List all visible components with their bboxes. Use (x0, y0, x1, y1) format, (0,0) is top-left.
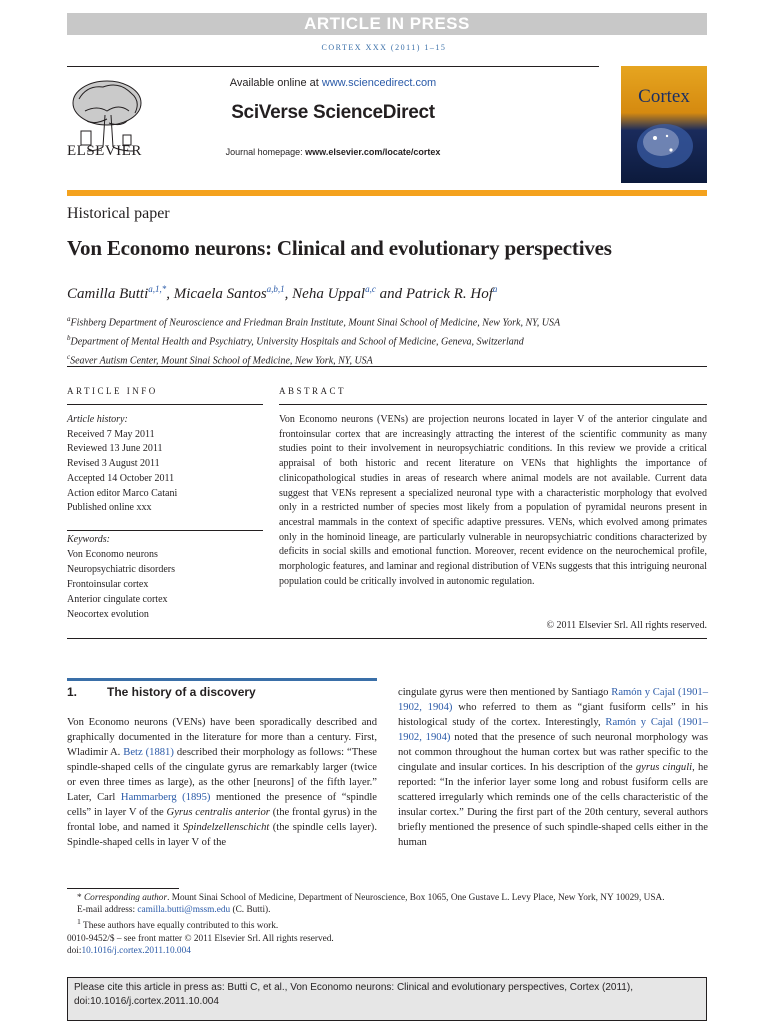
abstract-copyright: © 2011 Elsevier Srl. All rights reserved. (546, 620, 707, 631)
masthead (67, 66, 599, 184)
homepage-url-link[interactable]: www.elsevier.com/locate/cortex (305, 147, 441, 157)
section-heading (67, 685, 256, 699)
author-name[interactable]: Micaela Santos (173, 286, 267, 302)
corresponding-author-note: * Corresponding author. Mount Sinai School of Medicine, Department of Neuroscience, Box 1065, One Gustave L. Levy Place, New York, NY 10029, USA. (77, 893, 665, 903)
section-blue-rule (67, 678, 377, 681)
keyword-item: Von Economo neurons (67, 549, 158, 560)
abstract-header: ABSTRACT (279, 386, 347, 396)
reference-link[interactable]: Hammarberg (1895) (120, 792, 211, 803)
author-affiliation-marks[interactable]: a (492, 284, 498, 294)
article-info-rule (67, 404, 263, 405)
email-note: E-mail address: camilla.butti@mssm.edu (C. Butti). (77, 905, 271, 916)
history-item: Received 7 May 2011 (67, 428, 155, 440)
journal-homepage-line (67, 147, 599, 157)
author-name[interactable]: Neha Uppal (292, 286, 366, 302)
author-list: Camilla Butti$^{a,1,*}$, Micaela Santos$^{a,b,1}$, Neha Uppal$^{a,c}$ and Patrick R. Hof$^a$ (67, 284, 498, 302)
keywords-rule (67, 530, 263, 531)
affiliation-item: $^b$Department of Mental Health and Psychiatry, University Hospitals and School of Medicine, Geneva, Switzerland (67, 333, 524, 348)
article-type: Historical paper (67, 205, 170, 222)
front-matter-rule (67, 366, 707, 367)
article-in-press-banner: ARTICLE IN PRESS (67, 13, 707, 35)
equal-contribution-note: $^1$ These authors have equally contributed to this work. (77, 917, 279, 932)
author-name[interactable]: Patrick R. Hof (405, 286, 493, 302)
keyword-item: Anterior cingulate cortex (67, 594, 168, 605)
history-item: Accepted 14 October 2011 (67, 472, 175, 484)
header-orange-rule (67, 190, 707, 196)
brain-illustration-icon (621, 66, 707, 183)
doi-line: doi:10.1016/j.cortex.2011.10.004 (67, 945, 191, 956)
reference-link[interactable]: Betz (1881) (123, 747, 174, 758)
history-label: Article history: (67, 414, 128, 425)
running-header: CORTEX XXX (2011) 1–15 (321, 43, 447, 52)
footnote-rule (67, 888, 179, 889)
email-link[interactable]: camilla.butti@mssm.edu (137, 905, 231, 916)
history-item: Action editor Marco Catani (67, 487, 178, 499)
article-history (67, 413, 263, 516)
homepage-label: Journal homepage: (225, 147, 306, 157)
body-column-left: Von Economo neurons (VENs) have been sporadically described and graphically documented in the literature for more than a century. First, Wladimir A. Betz (1881) described their morphology as follows: “These spindle-shaped cells of the cingulate gyrus are remarkably larger (twice or even three times as large), as the other [neurons] of the fifth layer.” Later, Carl Hammarberg (1895) mentioned the presence of “spindle cells” in layer V of the Gyrus centralis anterior (the frontal gyrus) in the frontal lobe, and named it Spindelzellenschicht (the spindle cells layer). Spindle-shaped cells in layer V of the (67, 717, 378, 848)
issn-line: 0010-9452/$ – see front matter © 2011 Elsevier Srl. All rights reserved. (67, 933, 334, 944)
doi-link[interactable]: 10.1016/j.cortex.2011.10.004 (81, 945, 191, 956)
citation-box: Please cite this article in press as: Butti C, et al., Von Economo neurons: Clinical and evolutionary perspectives, Cortex (2011), doi:10.1016/j.cortex.2011.10.004 (67, 977, 707, 1021)
affiliation-item: $^a$Fishberg Department of Neuroscience and Friedman Brain Institute, Mount Sinai School of Medicine, New York, NY, USA (67, 315, 561, 329)
affiliations (67, 312, 707, 368)
keywords-label: Keywords: (67, 534, 110, 545)
author-affiliation-marks[interactable]: a,b,1 (266, 284, 285, 294)
keywords (67, 532, 263, 622)
available-online-label: Available online at (229, 77, 322, 89)
article-info-header: ARTICLE INFO (67, 386, 158, 396)
affiliation-item: $^c$Seaver Autism Center, Mount Sinai School of Medicine, New York, NY, USA (67, 352, 373, 366)
reference-link[interactable]: Ramón y Cajal (1901–1902, 1904) (398, 717, 708, 743)
journal-cover-image (621, 66, 707, 183)
sciencedirect-link[interactable]: www.sciencedirect.com (321, 77, 437, 89)
article-title: Von Economo neurons: Clinical and evolutionary perspectives (67, 236, 612, 260)
section-number: 1. (67, 685, 78, 699)
abstract-rule (279, 404, 707, 405)
author-affiliation-marks[interactable]: a,1,* (148, 284, 167, 294)
section-title: The history of a discovery (107, 685, 256, 699)
history-item: Reviewed 13 June 2011 (67, 443, 163, 455)
available-online-line (67, 77, 599, 89)
abstract-text: Von Economo neurons (VENs) are projection neurons located in layer V of the anterior cingulate and frontoinsular cortex that are increasingly attracting the interest of the scientific community as many studies point to their involvement in neuropsychiatric conditions. In this review we provide a critical appraisal of both historic and recent literature on VENs that highlights the importance of clinicopathological studies in areas of research where animal models are not available. Current data suggest that VENs represent a specialized neuronal type with a characteristic morphology that evolved only in a restricted number of species most likely from a population of pyramidal neurons present in ancestral mammals in the context of specific adaptive pressures. VENs, which evolved among primates only in the hominoid lineage, are particularly vulnerable in neuropsychiatric conditions characterized by deficits in social skills and emotional function. Moreover, recent evidence on the neurochemical profile, morphologic features, and laminar and regional distribution of VENs suggests that this intriguing neuronal population could be critically involved in autonomic regulation. (279, 414, 707, 587)
history-item: Published online xxx (67, 502, 152, 514)
history-item: Revised 3 August 2011 (67, 458, 160, 470)
keyword-item: Neuropsychiatric disorders (67, 564, 176, 575)
keyword-item: Frontoinsular cortex (67, 579, 149, 590)
abstract-bottom-rule (67, 638, 707, 639)
journal-cover-title: Cortex (638, 86, 690, 107)
elsevier-wordmark: ELSEVIER (67, 143, 142, 159)
footnotes (67, 892, 707, 957)
reference-link[interactable]: Ramón y Cajal (1901–1902, 1904) (398, 687, 708, 713)
body-column-right: cingulate gyrus were then mentioned by Santiago Ramón y Cajal (1901–1902, 1904) who referred to them as “giant fusiform cells” in his histological study of the cortex. Interestingly, Ramón y Cajal (1901–1902, 1904) noted that the presence of such neuronal morphology was not common throughout the human cortex but was rather specific to the cingulate and insular cortices. In his description of the gyrus cinguli, he reported: “In the inferior layer some long and robust fusiform cells are scattered irregularly which reminds one of the cells characteristic of the insular cortex.” During the first part of the 20th century, several authors briefly mentioned the presence of such spindle-shaped cells either in the human (398, 687, 709, 848)
author-name[interactable]: Camilla Butti (67, 286, 149, 302)
sciverse-sciencedirect-title: SciVerse ScienceDirect (231, 102, 435, 123)
author-affiliation-marks[interactable]: a,c (365, 284, 376, 294)
keyword-item: Neocortex evolution (67, 609, 149, 620)
